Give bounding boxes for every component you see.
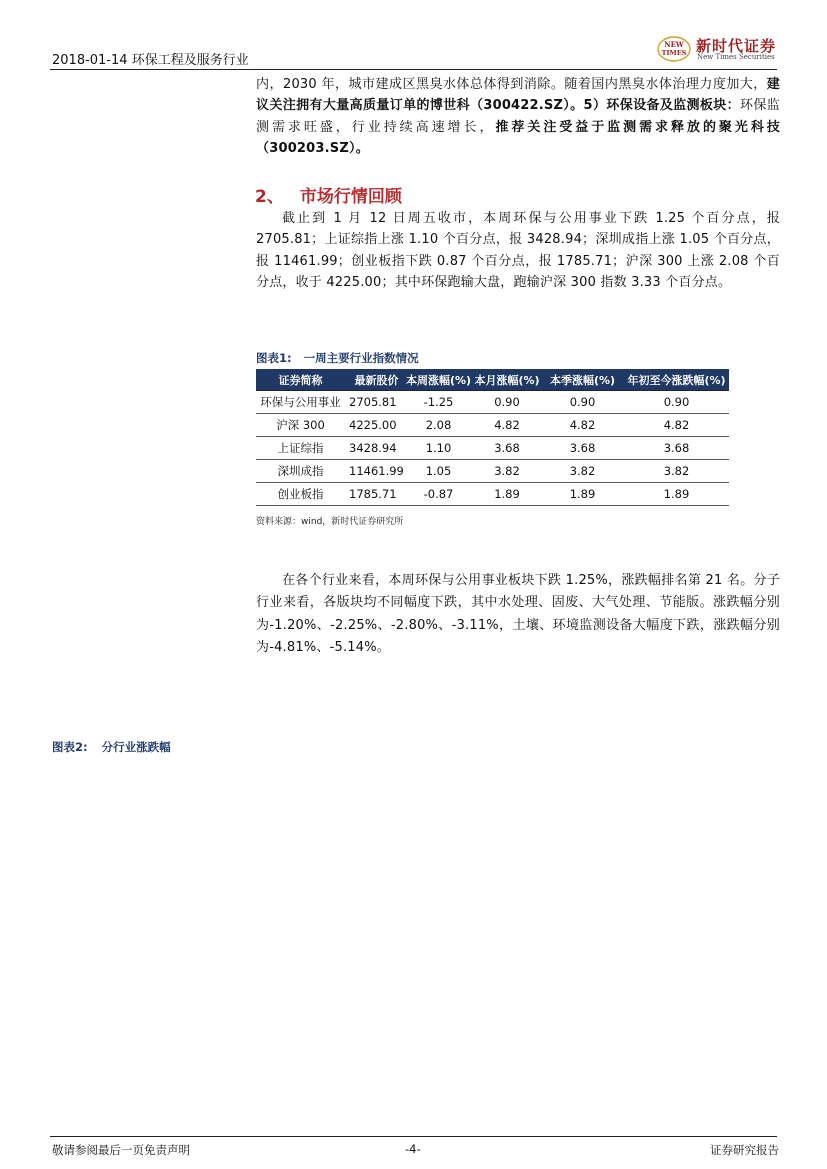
table-cell: 3.68: [541, 437, 624, 460]
logo-mark-icon: [656, 34, 692, 64]
table-cell: 环保与公用事业: [256, 391, 345, 414]
table-header-cell: 本季涨幅(%): [541, 369, 624, 391]
logo-mark-text-2: TIMES: [661, 49, 687, 57]
table-cell: 0.90: [624, 391, 729, 414]
logo-cn: 新时代证券: [696, 37, 777, 55]
table-header-cell: 本周涨幅(%): [404, 369, 473, 391]
table-cell: 上证综指: [256, 437, 345, 460]
table-cell: 4.82: [541, 414, 624, 437]
table-cell: 4225.00: [345, 414, 404, 437]
table-cell: 0.90: [473, 391, 541, 414]
table-cell: 0.90: [541, 391, 624, 414]
table-cell: 3428.94: [345, 437, 404, 460]
table-cell: 2705.81: [345, 391, 404, 414]
table-cell: 3.82: [473, 460, 541, 483]
table-cell: 1.10: [404, 437, 473, 460]
footer-report-type: 证券研究报告: [710, 1143, 779, 1157]
logo-mark-text-1: NEW: [664, 40, 684, 49]
table-cell: 4.82: [624, 414, 729, 437]
table-header-row: [256, 369, 729, 391]
table-header-cell: 最新股价: [345, 369, 404, 391]
figure-2-caption: 分行业涨跌幅: [101, 740, 171, 754]
table-cell: 1.89: [624, 483, 729, 506]
table-cell: 沪深 300: [256, 414, 345, 437]
table-cell: 3.68: [624, 437, 729, 460]
table-cell: 1.89: [473, 483, 541, 506]
p1-text-1: 内，2030 年，城市建成区黑臭水体总体得到消除。随着国内黑臭水体治理力度加大，: [256, 77, 767, 92]
footer-disclaimer: 敬请参阅最后一页免责声明: [52, 1143, 190, 1157]
p1-bold-2: 推荐关注受益于监测需求释放的聚光科技（300203.SZ）。: [256, 119, 780, 156]
table-cell: 1785.71: [345, 483, 404, 506]
section-title: [255, 182, 402, 207]
header-date: 2018-01-14: [52, 53, 128, 68]
table-cell: 11461.99: [345, 460, 404, 483]
p1-text-2: 环保监测需求旺盛，行业持续高速增长，: [256, 98, 780, 135]
table-cell: -0.87: [404, 483, 473, 506]
table-cell: 深圳成指: [256, 460, 345, 483]
table-cell: 3.68: [473, 437, 541, 460]
figure-1-source: 资料来源：wind，新时代证券研究所: [256, 517, 404, 527]
logo-en: New Times Securities: [697, 53, 775, 61]
table-row: [256, 483, 729, 506]
section-heading: 市场行情回顾: [299, 187, 402, 207]
table-cell: 4.82: [473, 414, 541, 437]
company-logo: [656, 34, 779, 64]
figure-2-title: [52, 739, 171, 755]
table-row: [256, 391, 729, 414]
table-cell: 创业板指: [256, 483, 345, 506]
p1-bold-1: 建议关注拥有大量高质量订单的博世科（300422.SZ）。5）环保设备及监测板块：: [256, 77, 780, 114]
figure-1-label: 图表1:: [256, 351, 292, 365]
table-row: [256, 414, 729, 437]
table-cell: 1.89: [541, 483, 624, 506]
header-industry: 环保工程及服务行业: [131, 53, 249, 68]
figure-2-label: 图表2:: [52, 740, 88, 754]
table-header-cell: 年初至今涨跌幅(%): [624, 369, 729, 391]
table-header-cell: 证券简称: [256, 369, 345, 391]
table-cell: -1.25: [404, 391, 473, 414]
footer-divider: [50, 1136, 777, 1137]
table-row: [256, 437, 729, 460]
paragraph-1: [256, 74, 780, 159]
page-number: -4-: [405, 1142, 421, 1156]
header-divider: [50, 69, 777, 70]
table-header-cell: 本月涨幅(%): [473, 369, 541, 391]
section-number: 2、: [255, 187, 284, 207]
figure-1-caption: 一周主要行业指数情况: [303, 351, 419, 365]
table-cell: 1.05: [404, 460, 473, 483]
table-row: [256, 460, 729, 483]
paragraph-3: 在各个行业来看，本周环保与公用事业板块下跌 1.25%，涨跌幅排名第 21 名。分子行业来看，各版块均不同幅度下跌，其中水处理、固废、大气处理、节能版。涨跌幅分别为-1.20%、-2.25%、-2.80%、-3.11%，土壤、环境监测设备大幅度下跌，涨跌幅分别为-4.81%、-5.14%。: [256, 573, 780, 655]
index-table: [256, 369, 729, 506]
table-cell: 2.08: [404, 414, 473, 437]
table-cell: 3.82: [624, 460, 729, 483]
header-date-industry: [52, 49, 249, 68]
paragraph-2: 截止到 1 月 12 日周五收市，本周环保与公用事业下跌 1.25 个百分点，报 2705.81；上证综指上涨 1.10 个百分点，报 3428.94；深圳成指上涨 1.05 个百分点，报 11461.99；创业板指下跌 0.87 个百分点，报 1785.71；沪深 300 上涨 2.08 个百分点，收于 4225.00；其中环保跑输大盘，跑输沪深 300 指数 3.33 个百分点。: [256, 211, 780, 290]
figure-1-title: [256, 350, 419, 366]
table-cell: 3.82: [541, 460, 624, 483]
